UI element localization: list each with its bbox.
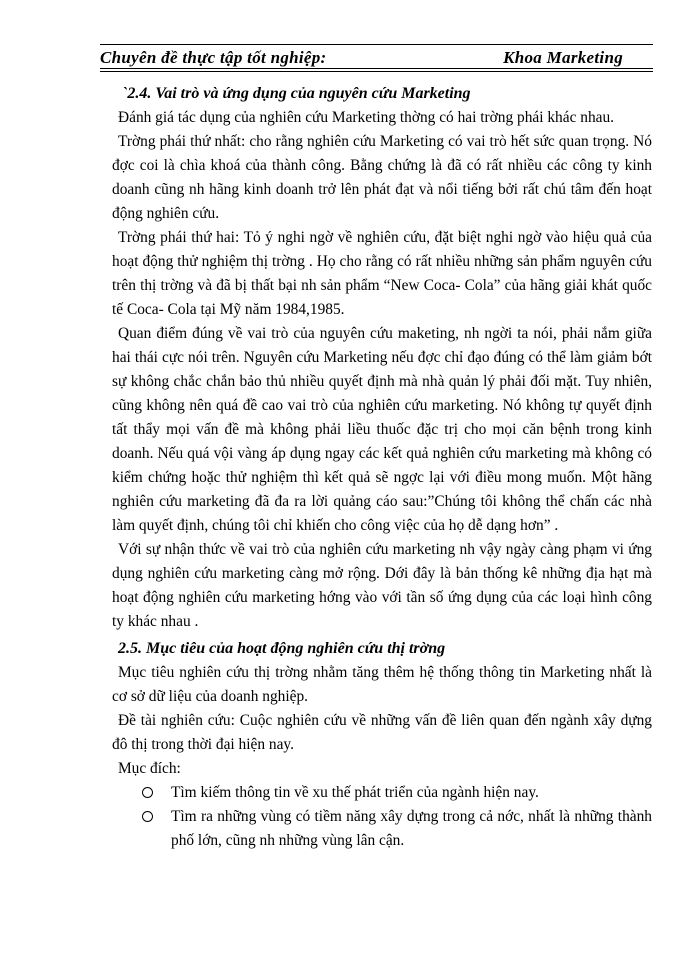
header-underline-second xyxy=(100,71,653,72)
header-right-title: Khoa Marketing xyxy=(503,48,623,67)
paragraph: Với sự nhận thức về vai trò của nghiên cứu marketing nh vậy ngày càng phạm vi ứng dụng nghiên cứu marketing càng mở rộng. Dới đây là bản thống kê những địa hạt mà hoạt động nghiên cứu marketing hớng vào với tần số ứng dụng của các loại hình công ty khác nhau . xyxy=(112,541,652,630)
paragraph: Trờng phái thứ nhất: cho rằng nghiên cứu Marketing có vai trò hết sức quan trọng. Nó đợc coi là chìa khoá của thành công. Bằng chứng là đã có rất nhiều các công ty kinh doanh cũng nh hãng kinh doanh trở lên phát đạt và nổi tiếng bởi rất chú tâm đến hoạt động nghiên cứu. xyxy=(112,133,652,222)
circle-bullet-icon xyxy=(142,811,153,822)
paragraph: Quan điểm đúng về vai trò của nguyên cứu maketing, nh ngời ta nói, phải nắm giữa hai thái cực nói trên. Nguyên cứu Marketing nếu đợc chỉ đạo đúng có thể làm giảm bớt sự không chắc chắn bảo thủ nhiều quyết định mà nhà quản lý phải đối mặt. Tuy nhiên, cũng không nên quá đề cao vai trò của nghiên cứu marketing. Nó không tự quyết định tất thẩy mọi vấn đề mà không phải liều thuốc đặc trị cho mọi căn bệnh trong kinh doanh. Nếu quá vội vàng áp dụng ngay các kết quả nghiên cứu marketing mà không có kiểm chứng hoặc thử nghiệm thì kết quả sẽ ngợc lại với điều mong muốn. Một hãng nghiên cứu marketing đã đa ra lời quảng cáo sau:”Chúng tôi không thể chấn các nhà làm quyết định, chúng tôi chỉ khiến cho công việc của họ dễ dạng hơn” . xyxy=(112,325,652,534)
paragraph: Mục tiêu nghiên cứu thị trờng nhằm tăng thêm hệ thống thông tin Marketing nhất là cơ sở dữ liệu của doanh nghiệp. xyxy=(112,664,652,705)
circle-bullet-icon xyxy=(142,787,153,798)
paragraph: Đánh giá tác dụng của nghiên cứu Marketing thờng có hai trờng phái khác nhau. xyxy=(118,109,615,126)
purpose-list xyxy=(112,781,652,853)
paragraph: Mục đích: xyxy=(118,760,181,777)
section-heading-2-4: `2.4. Vai trò và ứng dụng của nguyên cứu Marketing xyxy=(122,85,471,102)
paragraph: Đề tài nghiên cứu: Cuộc nghiên cứu về những vấn đề liên quan đến ngành xây dựng đô thị trong thời đại hiện nay. xyxy=(112,712,652,753)
document-body xyxy=(112,82,652,853)
section-heading-2-5: 2.5. Mục tiêu của hoạt động nghiên cứu thị trờng xyxy=(118,640,446,657)
list-item xyxy=(112,781,652,805)
paragraph: Trờng phái thứ hai: Tỏ ý nghi ngờ về nghiên cứu, đặt biệt nghi ngờ vào hiệu quả của hoạt động thử nghiệm thị trờng . Họ cho rằng có rất nhiều những sản phẩm nguyên cứu trên thị trờng và đã bị thất bại nh sản phẩm “New Coca- Cola” của hãng giải khát quốc tế Coca- Cola tại Mỹ năm 1984,1985. xyxy=(112,229,652,318)
page-header xyxy=(100,44,653,69)
list-item-text: Tìm kiếm thông tin về xu thế phát triển của ngành hiện nay. xyxy=(171,784,539,801)
header-left-title: Chuyên đề thực tập tốt nghiệp: xyxy=(100,48,327,67)
header-underline xyxy=(100,68,653,69)
list-item xyxy=(112,805,652,853)
list-item-text: Tìm ra những vùng có tiềm năng xây dựng trong cả nớc, nhất là những thành phố lớn, cũng nh những vùng lân cận. xyxy=(171,808,652,849)
